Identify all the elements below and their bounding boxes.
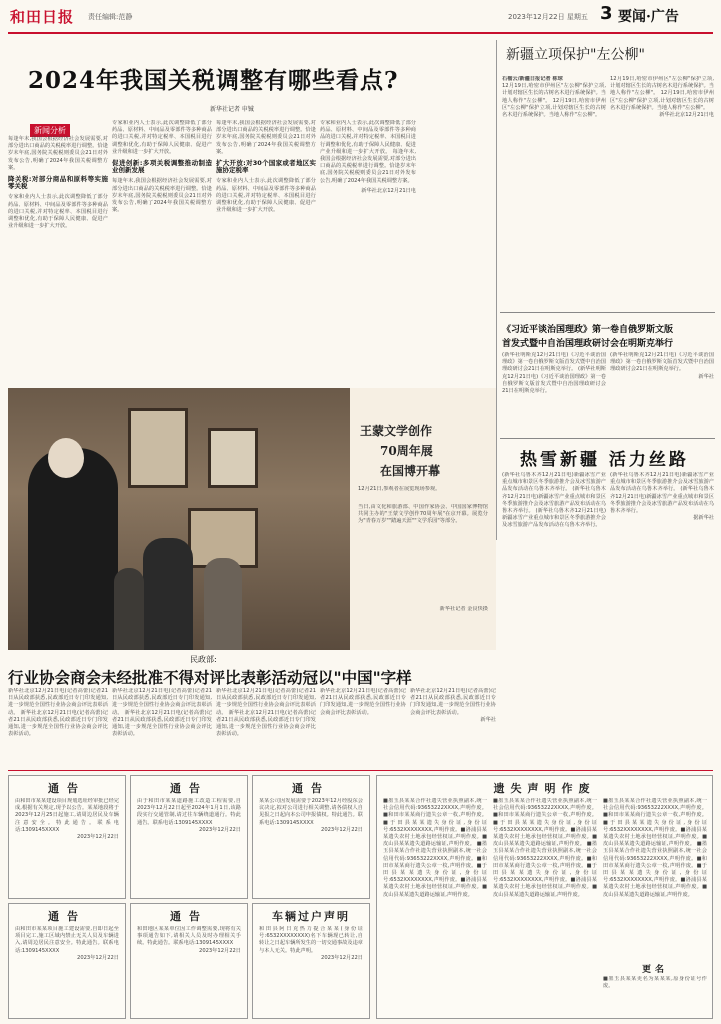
notice-sign: 2023年12月22日 xyxy=(77,834,119,841)
photo-credit: 新华社记者 金良快摄 xyxy=(439,606,488,612)
hot-col-1: (新华社乌鲁木齐12月21日电)新疆冰雪产业重点城市和景区冬季旅游推介会及冰雪旅游产品发布活动在乌鲁木齐举行。 (新华社乌鲁木齐12月21日电)新疆冰雪产业重点城市和景区冬季旅游推介会及冰雪旅游产品发布活动在乌鲁木齐举行。 (新华社乌鲁木齐12月21日电)新疆冰雪产业重点城市和景区冬季旅游推介会及冰雪旅游产品发布活动在乌鲁木齐举行。 xyxy=(502,472,606,529)
photo-overlay-date: 12月21日,参观者在展览现场参观。 xyxy=(358,486,441,492)
lost-notice-title: 遗失声明作废 xyxy=(493,782,596,795)
notice-sign: 2023年12月22日 xyxy=(199,826,241,833)
lead-subhead-2: 促进创新:多项关税调整推动制造业创新发展 xyxy=(112,159,212,175)
xj-para: 12月19日,哈密市伊州区"左公柳"保护立项,计划对辖区生长的古树名木进行系统保护。当地人称作"左公柳"。 xyxy=(502,83,606,104)
lead-para-2: 专家和业内人士表示,此次调整降低了部分药品、原材料、中间品及零部件等多种商品的进口关税,并对特定税率、本国税目进行调整和优化,有助于保障人民健康、促进产业升级和进一步扩大开放。 xyxy=(8,194,108,230)
xi-bottom-rule xyxy=(500,438,715,439)
notice-body: 和田县阿日克热力提合某某(身份证号:6532XXXXXXXX)名下车辆现已转让,自转让之日起车辆所发生的一切交通事故及违章与本人无关。特此声明。 2023年12月22日 xyxy=(259,926,363,961)
lost-col-3: ■墨玉县某某合作社遗失营业执照副本,统一社会信用代码:93653222XXXX,声明作废。■和田市某某商行遗失公章一枚,声明作废。■于田县某某遗失身份证,身份证号:6532XXXXXXXX,声明作废。■洛浦县某某遗失农村土地承包经营权证,声明作废。■皮山县某某遗失道路运输证,声明作废。 ■墨玉县某某合作社遗失营业执照副本,统一社会信用代码:93653222XXXX,声明作废。■和田市某某商行遗失公章一枚,声明作废。■于田县某某遗失身份证,身份证号:6532XXXXXXXX,声明作废。■洛浦县某某遗失农村土地承包经营权证,声明作废。■皮山县某某遗失道路运输证,声明作废。 xyxy=(603,798,707,898)
notice-body: 由于和田市某某道路施工改造工程需要,自2023年12月22日起至2024年1月1日,该路段实行交通管制,请过往车辆绕道通行。特此通告。联系电话:1309145XXXX 2023年12月22日 xyxy=(137,798,241,833)
lead-headline: 2024年我国关税调整有哪些看点? xyxy=(28,67,399,94)
lost-col-2: ■墨玉县某某合作社遗失营业执照副本,统一社会信用代码:93653222XXXX,声明作废。■和田市某某商行遗失公章一枚,声明作废。■于田县某某遗失身份证,身份证号:6532XXXXXXXX,声明作废。■洛浦县某某遗失农村土地承包经营权证,声明作废。■皮山县某某遗失道路运输证,声明作废。 ■墨玉县某某合作社遗失营业执照副本,统一社会信用代码:93653222XXXX,声明作废。■和田市某某商行遗失公章一枚,声明作废。■于田县某某遗失身份证,身份证号:6532XXXXXXXX,声明作废。■洛浦县某某遗失农村土地承包经营权证,声明作废。■皮山县某某遗失道路运输证,声明作废。 xyxy=(493,798,597,898)
notice-sign: 2023年12月22日 xyxy=(321,826,363,833)
issue-date: 2023年12月22日 星期五 xyxy=(508,13,588,21)
cppcc-col-4: 新华社北京12月21日电(记者高蕾)记者21日从民政部获悉,民政部近日专门印发通知,进一步规范全国性行业协会商会评比表彰活动。 xyxy=(320,688,406,716)
lead-col-2: 专家和业内人士表示,此次调整降低了部分药品、原材料、中间品及零部件等多种商品的进口关税,并对特定税率、本国税目进行调整和优化,有助于保障人民健康、促进产业升级和进一步扩大开放。 促进创新:多项关税调整推动制造业创新发展 每逢年末,我国会根据经济社会发展需要,对部分进出口商品的关税税率进行调整。恰逢岁末年底,国务院关税税则委员会21日对外发布公告,明确了2024年我国关税调整方案。 xyxy=(112,120,212,214)
cppcc-para: 新华社北京12月21日电(记者高蕾)记者21日从民政部获悉,民政部近日专门印发通知,进一步规范全国性行业协会商会评比表彰活动。 xyxy=(8,688,108,716)
notice-title: 通告 xyxy=(292,782,330,795)
photo-overlay-title-3: 在国博开幕 xyxy=(380,464,441,478)
notice-box-3 xyxy=(252,775,370,899)
cppcc-col-2: 新华社北京12月21日电(记者高蕾)记者21日从民政部获悉,民政部近日专门印发通知,进一步规范全国性行业协会商会评比表彰活动。 新华社北京12月21日电(记者高蕾)记者21日从民政部获悉,民政部近日专门印发通知,进一步规范全国性行业协会商会评比表彰活动。 xyxy=(112,688,212,738)
page-number: 3 xyxy=(600,3,613,24)
notice-sign: 2023年12月22日 xyxy=(199,947,241,954)
xi-headline-1: 《习近平谈治国理政》第一卷自俄罗斯文版 xyxy=(502,325,674,335)
xi-headline-2: 首发式暨中自治国理政研讨会在明斯克举行 xyxy=(502,339,674,349)
masthead xyxy=(0,0,721,34)
notice-title: 通告 xyxy=(48,910,86,923)
hot-col-2: (新华社乌鲁木齐12月21日电)新疆冰雪产业重点城市和景区冬季旅游推介会及冰雪旅游产品发布活动在乌鲁木齐举行。 (新华社乌鲁木齐12月21日电)新疆冰雪产业重点城市和景区冬季旅游推介会及冰雪旅游产品发布活动在乌鲁木齐举行。 据新华社 xyxy=(610,472,714,522)
cppcc-headline: 行业协会商会未经批准不得对评比表彰活动冠以"中国"字样 xyxy=(8,668,412,687)
lost-notice-box xyxy=(376,775,713,1019)
photo-caption: 当日,由文化和旅游部、中国作家协会、中国国家博物馆共同主办的"王蒙文学创作70周年展"在京开幕。展览分为"青春万岁""踏遍天涯""文学乐园"等部分。 xyxy=(358,504,488,525)
notice-box-4 xyxy=(8,903,126,1019)
notice-box-2 xyxy=(130,775,248,899)
lead-para-1: 每逢年末,我国会根据经济社会发展需要,对部分进出口商品的关税税率进行调整。恰逢岁末年底,国务院关税税则委员会21日对外发布公告,明确了2024年我国关税调整方案。 xyxy=(8,136,108,171)
photo-overlay-panel xyxy=(350,388,496,650)
masthead-rule xyxy=(8,32,713,34)
lead-byline: 新华社记者 申铖 xyxy=(210,106,254,113)
cppcc-col-3: 新华社北京12月21日电(记者高蕾)记者21日从民政部获悉,民政部近日专门印发通知,进一步规范全国性行业协会商会评比表彰活动。 新华社北京12月21日电(记者高蕾)记者21日从民政部获悉,民政部近日专门印发通知,进一步规范全国性行业协会商会评比表彰活动。 xyxy=(216,688,316,738)
xi-para: (新华社明斯克12月21日电)《习近平谈治国理政》第一卷自俄罗斯文版首发式暨中自治国理政研讨会21日在明斯克举行。 xyxy=(502,352,606,373)
cppcc-col-5: 新华社北京12月21日电(记者高蕾)记者21日从民政部获悉,民政部近日专门印发通知,进一步规范全国性行业协会商会评比表彰活动。 新华社 xyxy=(410,688,496,723)
rename-title: 更名 xyxy=(641,965,668,975)
notice-body: 某某公司因发展需要于2023年12月经股东会议决定,拟对公司进行相关调整,请各债权人自见报之日起向本公司申报债权。特此通告。联系电话:1309145XXXX 2023年12月22日 xyxy=(259,798,363,833)
lost-body: ■墨玉县某某合作社遗失营业执照副本,统一社会信用代码:93653222XXXX,声明作废。■和田市某某商行遗失公章一枚,声明作废。■于田县某某遗失身份证,身份证号:6532XXXXXXXX,声明作废。■洛浦县某某遗失农村土地承包经营权证,声明作废。■皮山县某某遗失道路运输证,声明作废。 xyxy=(383,798,487,848)
hot-dateline: 据新华社 xyxy=(693,515,714,522)
col-divider-right xyxy=(496,40,497,540)
xi-col-1: (新华社明斯克12月21日电)《习近平谈治国理政》第一卷自俄罗斯文版首发式暨中自治国理政研讨会21日在明斯克举行。 (新华社明斯克12月21日电)《习近平谈治国理政》第一卷自俄罗斯文版首发式暨中自治国理政研讨会21日在明斯克举行。 xyxy=(502,352,606,395)
lead-col-1 xyxy=(8,120,108,384)
xj-col-1: 石榴云/新疆日报记者 栋琼 12月19日,哈密市伊州区"左公柳"保护立项,计划对辖区生长的古树名木进行系统保护。当地人称作"左公柳"。 12月19日,哈密市伊州区"左公柳"保护立项,计划对辖区生长的古树名木进行系统保护。当地人称作"左公柳"。 xyxy=(502,76,606,119)
lead-subhead-3: 扩大开放:对30个国家或者地区实施协定税率 xyxy=(216,159,316,175)
xj-col-2: 12月19日,哈密市伊州区"左公柳"保护立项,计划对辖区生长的古树名木进行系统保护。当地人称作"左公柳"。 12月19日,哈密市伊州区"左公柳"保护立项,计划对辖区生长的古树名木进行系统保护。当地人称作"左公柳"。 新华社北京12月21日电 xyxy=(610,76,714,119)
cppcc-dateline: 新华社 xyxy=(480,716,496,723)
xi-dateline: 新华社 xyxy=(698,373,714,380)
notice-box-5 xyxy=(130,903,248,1019)
notice-title: 通告 xyxy=(170,782,208,795)
lead-dateline: 新华社北京12月21日电 xyxy=(361,187,416,194)
lead-subhead-1: 降关税:对部分商品和原料等实施零关税 xyxy=(8,175,108,191)
cppcc-kicker: 民政部: xyxy=(190,655,217,664)
news-analysis-tag: 新闻分析 xyxy=(30,124,70,137)
cppcc-col-1: 新华社北京12月21日电(记者高蕾)记者21日从民政部获悉,民政部近日专门印发通知,进一步规范全国性行业协会商会评比表彰活动。 新华社北京12月21日电(记者高蕾)记者21日从民政部获悉,民政部近日专门印发通知,进一步规范全国性行业协会商会评比表彰活动。 xyxy=(8,688,108,738)
photo-overlay-title-2: 70周年展 xyxy=(380,444,433,458)
lost-col-1: ■墨玉县某某合作社遗失营业执照副本,统一社会信用代码:93653222XXXX,声明作废。■和田市某某商行遗失公章一枚,声明作废。■于田县某某遗失身份证,身份证号:6532XXXXXXXX,声明作废。■洛浦县某某遗失农村土地承包经营权证,声明作废。■皮山县某某遗失道路运输证,声明作废。 ■墨玉县某某合作社遗失营业执照副本,统一社会信用代码:93653222XXXX,声明作废。■和田市某某商行遗失公章一枚,声明作废。■于田县某某遗失身份证,身份证号:6532XXXXXXXX,声明作废。■洛浦县某某遗失农村土地承包经营权证,声明作废。■皮山县某某遗失道路运输证,声明作废。 xyxy=(383,798,487,898)
ads-top-rule xyxy=(8,770,713,771)
notice-title: 通告 xyxy=(170,910,208,923)
xj-headline: 新疆立项保护"左公柳" xyxy=(506,47,645,63)
xi-col-2: (新华社明斯克12月21日电)《习近平谈治国理政》第一卷自俄罗斯文版首发式暨中自治国理政研讨会21日在明斯克举行。 新华社 xyxy=(610,352,714,380)
hot-headline: 热雪新疆 活力丝路 xyxy=(520,450,689,470)
xj-bottom-rule xyxy=(500,312,715,313)
paper-logo: 和田日报 xyxy=(10,8,75,26)
hot-para: (新华社乌鲁木齐12月21日电)新疆冰雪产业重点城市和景区冬季旅游推介会及冰雪旅游产品发布活动在乌鲁木齐举行。 xyxy=(502,472,606,493)
notice-sign: 2023年12月22日 xyxy=(321,954,363,961)
notice-body: 由和田市某某项目施工建设需要,自即日起至项目完工,施工区域内禁止无关人员及车辆进入,请周边居民注意安全。特此通告。联系电话:1309145XXXX 2023年12月22日 xyxy=(15,926,119,961)
exhibition-photo xyxy=(8,388,350,650)
notice-body: 由和田市某某建设项目规划选址经审批已经完成,根据有关规定,现予以公告。某某地段将于2023年12月25日起施工,请周边居民及车辆注意安全。特此通告。联系电话:1309145XXXX 2023年12月22日 xyxy=(15,798,119,841)
lead-col-4: 专家和业内人士表示,此次调整降低了部分药品、原材料、中间品及零部件等多种商品的进口关税,并对特定税率、本国税目进行调整和优化,有助于保障人民健康、促进产业升级和进一步扩大开放。 每逢年末,我国会根据经济社会发展需要,对部分进出口商品的关税税率进行调整。恰逢岁末年底,国务院关税税则委员会21日对外发布公告,明确了2024年我国关税调整方案。 新华社北京12月21日电 xyxy=(320,120,416,194)
editor-label: 责任编辑:范静 xyxy=(88,13,133,21)
notice-title: 通告 xyxy=(48,782,86,795)
notice-title: 车辆过户声明 xyxy=(272,910,350,923)
lead-col-3: 每逢年末,我国会根据经济社会发展需要,对部分进出口商品的关税税率进行调整。恰逢岁末年底,国务院关税税则委员会21日对外发布公告,明确了2024年我国关税调整方案。 扩大开放:对30个国家或者地区实施协定税率 专家和业内人士表示,此次调整降低了部分药品、原材料、中间品及零部件等多种商品的进口关税,并对特定税率、本国税目进行调整和优化,有助于保障人民健康、促进产业升级和进一步扩大开放。 xyxy=(216,120,316,214)
notice-box-1 xyxy=(8,775,126,899)
notice-box-6 xyxy=(252,903,370,1019)
section-title: 要闻·广告 xyxy=(618,9,679,25)
notice-body: 和田地区某某单位因工作调整需要,现将有关事项通告如下,请相关人员及时办理相关手续。特此通告。联系电话:1309145XXXX 2023年12月22日 xyxy=(137,926,241,954)
xj-byline: 石榴云/新疆日报记者 栋琼 xyxy=(502,76,563,82)
notice-sign: 2023年12月22日 xyxy=(77,954,119,961)
photo-overlay-title-1: 王蒙文学创作 xyxy=(360,424,433,438)
xj-dateline: 新华社北京12月21日电 xyxy=(659,112,714,119)
rename-body: ■墨玉县某某更名为某某某,原身份证号作废。 xyxy=(603,976,707,990)
